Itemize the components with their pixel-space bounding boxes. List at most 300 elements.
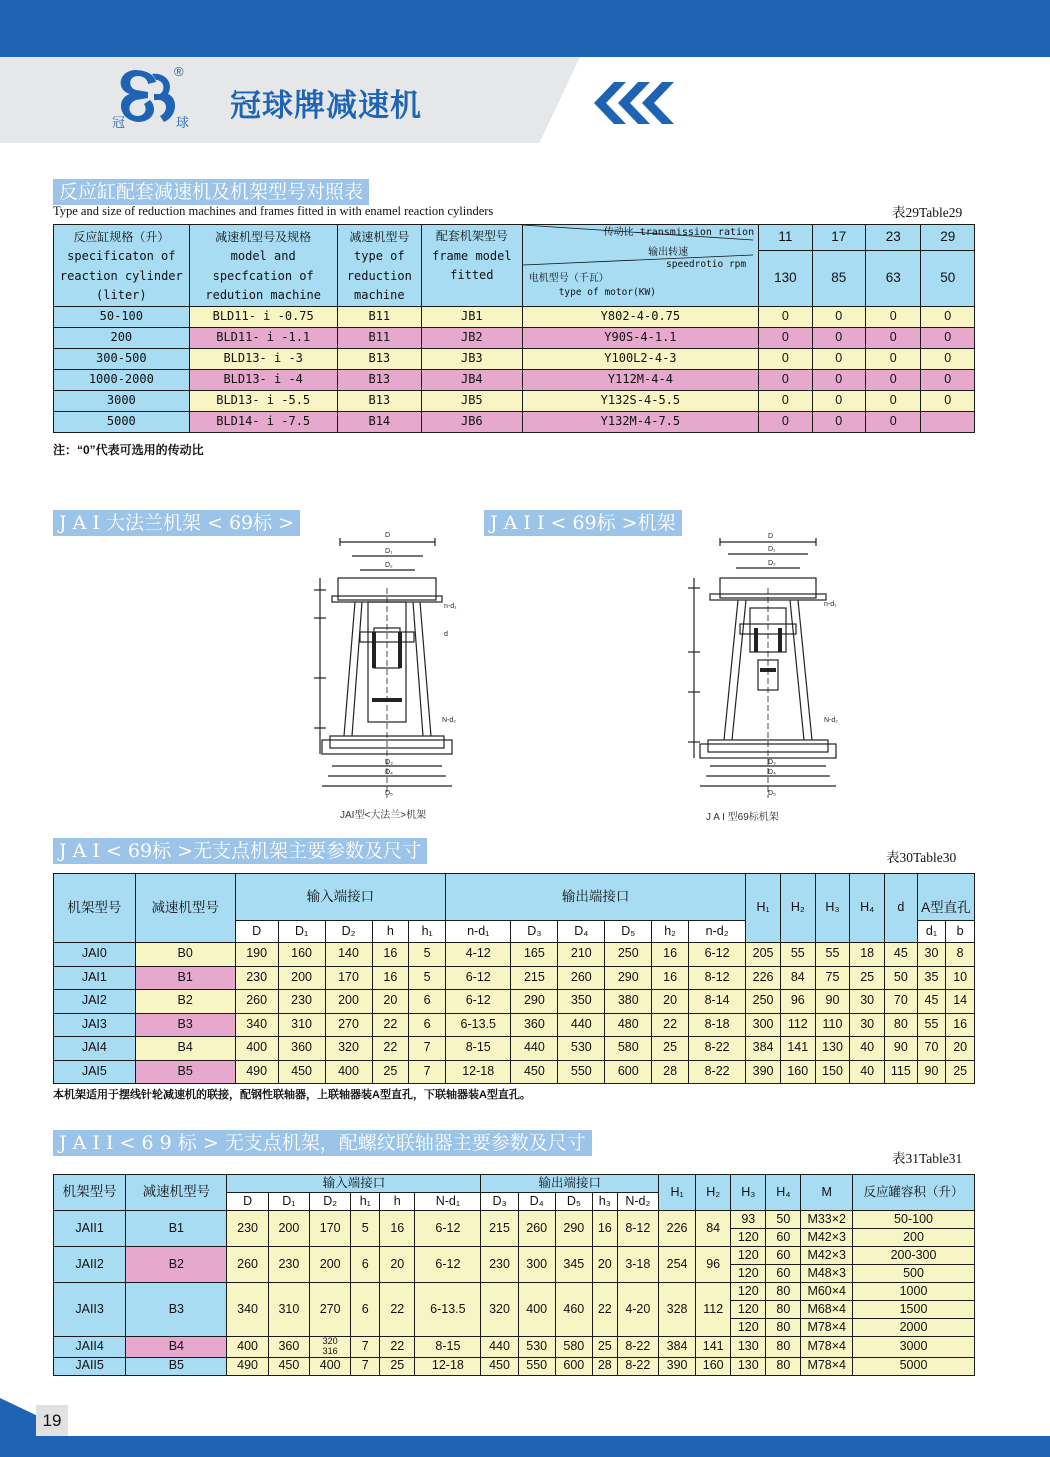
head-text: specificaton of [67,249,176,263]
footer-wedge [0,1398,36,1436]
value-cell: 160 [696,1357,731,1375]
sub-head: D₃ [511,921,558,943]
value-cell: 490 [227,1357,268,1375]
value-cell: 141 [780,1037,815,1061]
value-cell: 16 [592,1211,617,1247]
rpm-cell: 50 [921,251,975,307]
value-cell: 60 [766,1265,801,1283]
motor-cell: Y802-4-0.75 [522,307,758,328]
value-cell: 80 [766,1301,801,1319]
thread-cell: M78×4 [801,1319,853,1337]
reducer-cell: B4 [135,1037,235,1061]
capacity-cell: 50-100 [853,1211,975,1229]
head-capacity: 反应罐容积（升） [853,1175,975,1211]
sub-head: d₁ [917,921,946,943]
value-cell: 226 [746,966,781,990]
value-cell: 8-22 [689,1037,746,1061]
value-cell: 190 [235,943,278,967]
value-cell: 8-22 [617,1357,658,1375]
value-cell: 400 [325,1060,372,1084]
table-row [54,370,975,391]
frame-cell: JAII3 [54,1283,126,1337]
value-cell: 6-12 [446,990,511,1014]
diag-ratio-label: 传动比 transmission ration [603,227,755,238]
head-text: model and [230,249,296,263]
logo-text-left: 冠 [112,115,126,130]
value-cell: 55 [815,943,850,967]
value-cell: 150 [815,1060,850,1084]
dim-label: D [768,533,774,540]
value-cell: 230 [481,1247,518,1283]
head-text: (liter) [96,288,147,302]
ratio-value-cell: 0 [921,370,975,391]
ratio-value-cell: 0 [865,307,921,328]
head-frame: 机架型号 [54,1175,126,1211]
value-cell: 160 [780,1060,815,1084]
value-cell: 320 [325,1037,372,1061]
head-H3: H₃ [731,1175,766,1211]
table-row [54,990,975,1014]
capacity-cell: 500 [853,1265,975,1283]
sub-head: D₅ [555,1193,592,1211]
ratio-value-cell: 0 [865,391,921,412]
value-cell: 440 [481,1337,518,1358]
value-cell: 165 [511,943,558,967]
value-cell: 170 [310,1211,351,1247]
table30 [53,873,975,1084]
table-row [54,391,975,412]
motor-cell: Y112M-4-4 [522,370,758,391]
table-row [54,1337,975,1358]
head-text: 减速机型号 [349,229,410,244]
value-cell: 112 [780,1013,815,1037]
value-cell: 290 [605,966,652,990]
ratio-value-cell: 0 [865,370,921,391]
value-cell: 80 [766,1357,801,1375]
value-cell: 70 [917,1037,946,1061]
value-cell: 8-22 [617,1337,658,1358]
value-cell: 215 [511,966,558,990]
type-cell: B11 [337,307,421,328]
ratio-value-cell: 0 [759,328,812,349]
value-cell: 80 [766,1337,801,1358]
value-cell: 35 [917,966,946,990]
table31-header-row [54,1175,975,1193]
value-cell: 384 [658,1337,695,1358]
thread-cell: M33×2 [801,1211,853,1229]
value-cell: 6-12 [415,1247,481,1283]
head-H2: H₂ [780,874,815,943]
ratio-value-cell: 0 [759,349,812,370]
logo-text-right: 球 [176,115,190,130]
value-cell: 96 [780,990,815,1014]
frame-cell: JB1 [421,307,522,328]
diag-motor-label: 电机型号（千瓦） [528,273,609,284]
frame-cell: JAI1 [54,966,136,990]
value-cell: 226 [658,1211,695,1247]
value-cell: 80 [766,1319,801,1337]
table30-title: J A I < 69标 >无支点机架主要参数及尺寸 [53,838,427,864]
table-row [54,1013,975,1037]
value-cell: 5 [351,1211,380,1247]
value-cell: 260 [558,966,605,990]
ratio-value-cell: 0 [812,370,865,391]
value-cell: 120 [731,1247,766,1265]
value-cell: 6 [351,1247,380,1283]
dim-label: D₂ [768,560,776,567]
value-cell: 90 [815,990,850,1014]
table29-title: 反应缸配套减速机及机架型号对照表 [53,179,369,205]
frame-cell: JAI5 [54,1060,136,1084]
value-cell: 6 [409,1013,446,1037]
value-cell: 6-12 [415,1211,481,1247]
head-input: 输入端接口 [235,874,445,921]
ratio-cell: 23 [865,225,921,251]
value-cell: 440 [558,1013,605,1037]
thread-cell: M42×3 [801,1247,853,1265]
value-cell: 7 [409,1037,446,1061]
value-cell: 205 [746,943,781,967]
dim-label: n-d₁ [444,603,457,610]
sub-head: h [380,1193,415,1211]
value-cell: 75 [815,966,850,990]
value-cell: 120 [731,1301,766,1319]
value-cell: 115 [885,1060,918,1084]
table-row [54,328,975,349]
head-text: 配套机架型号 [435,229,508,243]
frame-cell: JAII1 [54,1211,126,1247]
value-cell: 160 [278,943,325,967]
table29 [53,224,975,433]
value-cell: 60 [766,1229,801,1247]
value-cell: 215 [481,1211,518,1247]
page-number: 19 [36,1405,68,1437]
value-cell: 460 [555,1283,592,1337]
dim-label: D₃ [385,759,393,766]
capacity-cell: 2000 [853,1319,975,1337]
value-cell: 390 [746,1060,781,1084]
value-cell: 530 [558,1037,605,1061]
thread-cell: M42×3 [801,1229,853,1247]
table-row [54,966,975,990]
value-cell: 20 [380,1247,415,1283]
value-cell: 4-12 [446,943,511,967]
value-cell: 16 [946,1013,975,1037]
value-cell: 8-18 [689,1013,746,1037]
value-cell: 22 [652,1013,689,1037]
value-cell: 22 [372,1013,409,1037]
value-cell: 260 [235,990,278,1014]
value-cell: 350 [558,990,605,1014]
value-cell: 8-22 [689,1060,746,1084]
value-cell: 7 [351,1357,380,1375]
value-cell: 25 [850,966,885,990]
value-cell: 141 [696,1337,731,1358]
sub-head: D₂ [325,921,372,943]
value-cell: 550 [558,1060,605,1084]
capacity-cell: 1500 [853,1301,975,1319]
value-cell: 490 [235,1060,278,1084]
value-cell: 22 [372,1037,409,1061]
jaii-frame-drawing [684,532,854,812]
ratio-value-cell: 0 [865,349,921,370]
sub-head: D₄ [558,921,605,943]
value-cell: 22 [380,1283,415,1337]
value-cell: 93 [731,1211,766,1229]
dim-label: d [444,631,448,638]
head-H1: H₁ [658,1175,695,1211]
value-cell: 384 [746,1037,781,1061]
value-cell: 55 [917,1013,946,1037]
chevrons-left-icon [592,82,692,124]
table29-header-row [54,225,975,251]
sub-head: D₃ [481,1193,518,1211]
value-cell: 200 [278,966,325,990]
value-cell: 580 [555,1337,592,1358]
dim-label: D₄ [385,769,393,776]
value-cell: 260 [227,1247,268,1283]
spec-cell: 50-100 [54,307,190,328]
head-text: redution machine [205,288,321,302]
sub-head: D₄ [518,1193,555,1211]
sub-head: D₁ [268,1193,309,1211]
ratio-value-cell: 0 [759,391,812,412]
frame-cell: JAI2 [54,990,136,1014]
value-cell: 25 [592,1337,617,1358]
rpm-cell: 130 [759,251,812,307]
reducer-cell: B2 [135,990,235,1014]
value-cell: 60 [766,1247,801,1265]
stacked-value: 316 [322,1345,338,1356]
sub-head: n-d₂ [689,921,746,943]
frame-cell: JB5 [421,391,522,412]
value-cell: 120 [731,1283,766,1301]
dim-label: N-d₂ [824,717,838,724]
value-cell: 16 [380,1211,415,1247]
table-row [54,412,975,433]
value-cell: 6-13.5 [415,1283,481,1337]
type-cell: B11 [337,328,421,349]
value-cell: 22 [592,1283,617,1337]
drawing-left-title: J A I 大法兰机架 < 69标 > [53,510,300,536]
value-cell: 270 [310,1283,351,1337]
sub-head: h₂ [652,921,689,943]
table-row [54,1247,975,1265]
capacity-cell: 1000 [853,1283,975,1301]
type-cell: B13 [337,349,421,370]
value-cell: 8-15 [415,1337,481,1358]
stacked-value: 320 [322,1336,338,1346]
table-row [54,307,975,328]
value-cell: 440 [511,1037,558,1061]
value-cell: 340 [227,1283,268,1337]
reducer-cell: B3 [126,1283,227,1337]
ratio-value-cell: 0 [865,412,921,433]
sub-head: n-d₁ [446,921,511,943]
thread-cell: M68×4 [801,1301,853,1319]
frame-cell: JB6 [421,412,522,433]
dim-label: D₂ [385,562,393,569]
bottom-bar [0,1436,1050,1457]
value-cell: 390 [658,1357,695,1375]
sub-head: h₁ [351,1193,380,1211]
value-cell: 20 [652,990,689,1014]
value-cell: 450 [511,1060,558,1084]
model-cell: BLD13- i -4 [189,370,337,391]
table29-head-spec [54,225,190,307]
value-cell: 450 [481,1357,518,1375]
value-cell: 112 [696,1283,731,1337]
value-cell: 328 [658,1283,695,1337]
reducer-cell: B0 [135,943,235,967]
value-cell [310,1337,351,1358]
value-cell: 120 [731,1229,766,1247]
head-d: d [885,874,918,943]
diag-motor-label-en: type of motor(KW) [558,287,656,298]
dim-label: D₅ [385,790,393,797]
ratio-cell: 17 [812,225,865,251]
dim-label: D₁ [768,546,776,553]
value-cell: 30 [850,1013,885,1037]
value-cell: 8 [946,943,975,967]
head-reducer: 减速机型号 [135,874,235,943]
table29-head-type [337,225,421,307]
value-cell: 254 [658,1247,695,1283]
head-H4: H₄ [850,874,885,943]
rpm-cell: 85 [812,251,865,307]
reducer-cell: B4 [126,1337,227,1358]
model-cell: BLD13- i -3 [189,349,337,370]
value-cell: 290 [555,1211,592,1247]
ratio-cell: 11 [759,225,812,251]
sub-head: N-d₁ [415,1193,481,1211]
value-cell: 210 [558,943,605,967]
value-cell: 400 [518,1283,555,1337]
head-text: machine [354,288,405,302]
thread-cell: M78×4 [801,1337,853,1358]
value-cell: 25 [380,1357,415,1375]
dim-label: D [385,532,391,539]
value-cell: 25 [946,1060,975,1084]
value-cell: 20 [372,990,409,1014]
reducer-cell: B5 [135,1060,235,1084]
table-row [54,1283,975,1301]
value-cell: 7 [409,1060,446,1084]
table29-note: 注：“0”代表可选用的传动比 [53,443,204,457]
ratio-value-cell: 0 [921,307,975,328]
value-cell: 130 [815,1037,850,1061]
capacity-cell: 5000 [853,1357,975,1375]
head-H3: H₃ [815,874,850,943]
sub-head: h₁ [409,921,446,943]
reducer-cell: B1 [126,1211,227,1247]
capacity-cell: 200 [853,1229,975,1247]
value-cell: 230 [268,1247,309,1283]
head-output: 输出端接口 [446,874,746,921]
value-cell: 16 [652,966,689,990]
head-text: fitted [450,268,494,282]
value-cell: 140 [325,943,372,967]
frame-cell: JB3 [421,349,522,370]
reducer-cell: B1 [135,966,235,990]
value-cell: 18 [850,943,885,967]
head-H1: H₁ [746,874,781,943]
head-M: M [801,1175,853,1211]
head-text: 反应缸规格（升） [73,229,170,244]
value-cell: 16 [372,943,409,967]
dim-label: D₃ [768,759,776,766]
table-row [54,1037,975,1061]
value-cell: 130 [731,1357,766,1375]
value-cell: 20 [592,1247,617,1283]
ratio-value-cell: 0 [812,307,865,328]
table31-title: J A I I < 6 9 标 > 无支点机架，配螺纹联轴器主要参数及尺寸 [53,1130,592,1156]
brand-title: 冠球牌减速机 [230,88,422,124]
value-cell: 550 [518,1357,555,1375]
head-output: 输出端接口 [481,1175,659,1193]
dim-label: n-d₁ [824,601,837,608]
sub-head: D₁ [278,921,325,943]
table30-note: 本机架适用于摆线针轮减速机的联接，配钢性联轴器，上联轴器装A型直孔，下联轴器装A型直孔。 [53,1089,531,1101]
ratio-value-cell: 0 [812,391,865,412]
value-cell: 480 [605,1013,652,1037]
motor-cell: Y132M-4-7.5 [522,412,758,433]
head-text: 减速机型号及规格 [215,229,312,244]
thread-cell: M60×4 [801,1283,853,1301]
sub-head: b [946,921,975,943]
value-cell: 96 [696,1247,731,1283]
value-cell: 6-12 [446,966,511,990]
value-cell: 200 [268,1211,309,1247]
frame-cell: JAII2 [54,1247,126,1283]
value-cell: 360 [511,1013,558,1037]
value-cell: 14 [946,990,975,1014]
ratio-value-cell [921,412,975,433]
head-input: 输入端接口 [227,1175,481,1193]
top-bar [0,0,1050,57]
head-H4: H₄ [766,1175,801,1211]
value-cell: 80 [885,1013,918,1037]
value-cell: 270 [325,1013,372,1037]
table29-number: 表29Table29 [892,205,963,220]
value-cell: 450 [268,1357,309,1375]
value-cell: 8-12 [617,1211,658,1247]
value-cell: 200 [310,1247,351,1283]
value-cell: 580 [605,1037,652,1061]
value-cell: 130 [731,1337,766,1358]
value-cell: 250 [746,990,781,1014]
brand-logo [108,64,194,130]
table31-number: 表31Table31 [892,1151,963,1166]
table29-subtitle: Type and size of reduction machines and frames fitted in with enamel reaction cylinders [53,204,494,218]
value-cell: 250 [605,943,652,967]
value-cell: 50 [885,966,918,990]
dim-label: D₄ [768,769,776,776]
value-cell: 310 [278,1013,325,1037]
jai-frame-drawing [310,528,480,808]
table29-head-frame [421,225,522,307]
value-cell: 8-12 [689,966,746,990]
value-cell: 84 [780,966,815,990]
value-cell: 80 [766,1283,801,1301]
drawing-right-title: J A I I < 69标 >机架 [484,510,682,536]
value-cell: 400 [235,1037,278,1061]
value-cell: 90 [885,1037,918,1061]
value-cell: 6 [351,1283,380,1337]
value-cell: 300 [518,1247,555,1283]
drawing-right-caption: J A I 型69标机架 [706,812,779,823]
dim-label: N-d₂ [442,717,456,724]
